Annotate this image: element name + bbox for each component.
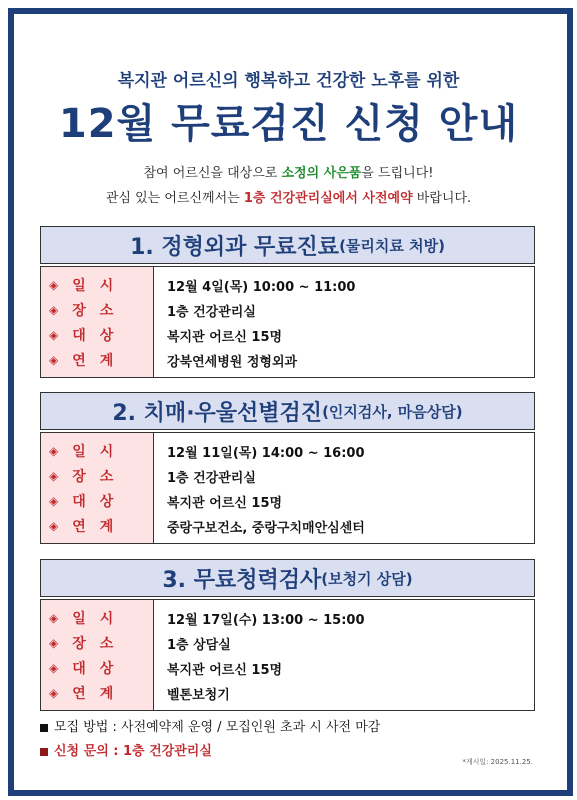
section-subtitle: (보청기 상담) — [321, 569, 413, 588]
diamond-icon: ◈ — [49, 469, 59, 483]
section-title: 3. 무료청력검사 — [162, 567, 322, 593]
diamond-icon: ◈ — [49, 328, 59, 342]
section-3-details — [40, 599, 535, 711]
bullet-square-icon — [40, 748, 48, 756]
intro-text: 바랍니다. — [412, 191, 472, 206]
row-value: 1층 건강관리실 — [167, 470, 256, 486]
intro-text: 관심 있는 어르신께서는 — [105, 191, 244, 206]
row-label — [41, 516, 153, 536]
note-text: 신청 문의 : 1층 건강관리실 — [54, 744, 212, 759]
row-label — [41, 325, 153, 345]
label-text: 장소 — [72, 636, 128, 652]
detail-row-partner — [41, 681, 534, 705]
section-title: 1. 정형외과 무료진료 — [130, 234, 340, 260]
detail-row-place — [41, 298, 534, 322]
row-label — [41, 608, 153, 628]
row-label — [41, 491, 153, 511]
row-label — [41, 350, 153, 370]
label-text: 연계 — [72, 686, 128, 702]
label-text: 일시 — [72, 611, 128, 627]
diamond-icon: ◈ — [49, 519, 59, 533]
bullet-square-icon — [40, 724, 48, 732]
row-label — [41, 683, 153, 703]
recruit-method-note — [40, 716, 380, 735]
label-text: 연계 — [72, 353, 128, 369]
row-value: 강북연세병원 정형외과 — [167, 354, 298, 370]
label-text: 일시 — [72, 444, 128, 460]
row-value: 12월 17일(수) 13:00 ~ 15:00 — [167, 612, 365, 628]
contact-note — [40, 740, 212, 759]
row-value: 복지관 어르신 15명 — [167, 329, 283, 345]
gift-highlight: 소정의 사은품 — [281, 166, 362, 181]
section-1-header — [40, 226, 535, 264]
label-text: 장소 — [72, 469, 128, 485]
detail-row-date — [41, 606, 534, 630]
diamond-icon: ◈ — [49, 353, 59, 367]
section-subtitle: (인지검사, 마음상담) — [322, 402, 463, 421]
detail-row-place — [41, 464, 534, 488]
row-label — [41, 633, 153, 653]
row-label — [41, 275, 153, 295]
posting-date: *게시일: 2025.11.25. — [462, 758, 533, 766]
label-text: 연계 — [72, 519, 128, 535]
diamond-icon: ◈ — [49, 686, 59, 700]
detail-row-place — [41, 631, 534, 655]
label-text: 대상 — [72, 328, 128, 344]
reservation-highlight: 1층 건강관리실에서 사전예약 — [243, 191, 413, 206]
row-label — [41, 466, 153, 486]
row-value: 복지관 어르신 15명 — [167, 495, 283, 511]
detail-row-target — [41, 323, 534, 347]
detail-row-date — [41, 439, 534, 463]
diamond-icon: ◈ — [49, 303, 59, 317]
intro-text: 을 드립니다! — [361, 166, 434, 181]
note-text: 모집 방법 : 사전예약제 운영 / 모집인원 초과 시 사전 마감 — [54, 720, 381, 735]
label-text: 대상 — [72, 494, 128, 510]
label-text: 일시 — [72, 278, 128, 294]
diamond-icon: ◈ — [49, 278, 59, 292]
intro-text: 참여 어르신을 대상으로 — [143, 166, 282, 181]
detail-row-target — [41, 489, 534, 513]
row-value: 벨톤보청기 — [167, 687, 230, 703]
section-3-header — [40, 559, 535, 597]
diamond-icon: ◈ — [49, 444, 59, 458]
row-label — [41, 658, 153, 678]
poster-title: 12월 무료검진 신청 안내 — [58, 101, 519, 147]
diamond-icon: ◈ — [49, 494, 59, 508]
row-label — [41, 441, 153, 461]
section-2-header — [40, 392, 535, 430]
diamond-icon: ◈ — [49, 611, 59, 625]
section-subtitle: (물리치료 처방) — [339, 236, 445, 255]
section-2-details — [40, 432, 535, 544]
diamond-icon: ◈ — [49, 636, 59, 650]
intro-line-2 — [0, 187, 577, 206]
row-value: 1층 건강관리실 — [167, 304, 256, 320]
detail-row-partner — [41, 514, 534, 538]
row-value: 1층 상담실 — [167, 637, 231, 653]
section-title: 2. 치매·우울선별검진 — [112, 400, 323, 426]
label-text: 장소 — [72, 303, 128, 319]
row-value: 복지관 어르신 15명 — [167, 662, 283, 678]
section-1-details — [40, 266, 535, 378]
row-value: 12월 11일(목) 14:00 ~ 16:00 — [167, 445, 365, 461]
row-value: 12월 4일(목) 10:00 ~ 11:00 — [167, 279, 356, 295]
detail-row-date — [41, 273, 534, 297]
label-text: 대상 — [72, 661, 128, 677]
detail-row-partner — [41, 348, 534, 372]
row-label — [41, 300, 153, 320]
diamond-icon: ◈ — [49, 661, 59, 675]
intro-line-1 — [0, 162, 577, 181]
detail-row-target — [41, 656, 534, 680]
poster-subtitle: 복지관 어르신의 행복하고 건강한 노후를 위한 — [117, 71, 460, 91]
row-value: 중랑구보건소, 중랑구치매안심센터 — [167, 520, 365, 536]
